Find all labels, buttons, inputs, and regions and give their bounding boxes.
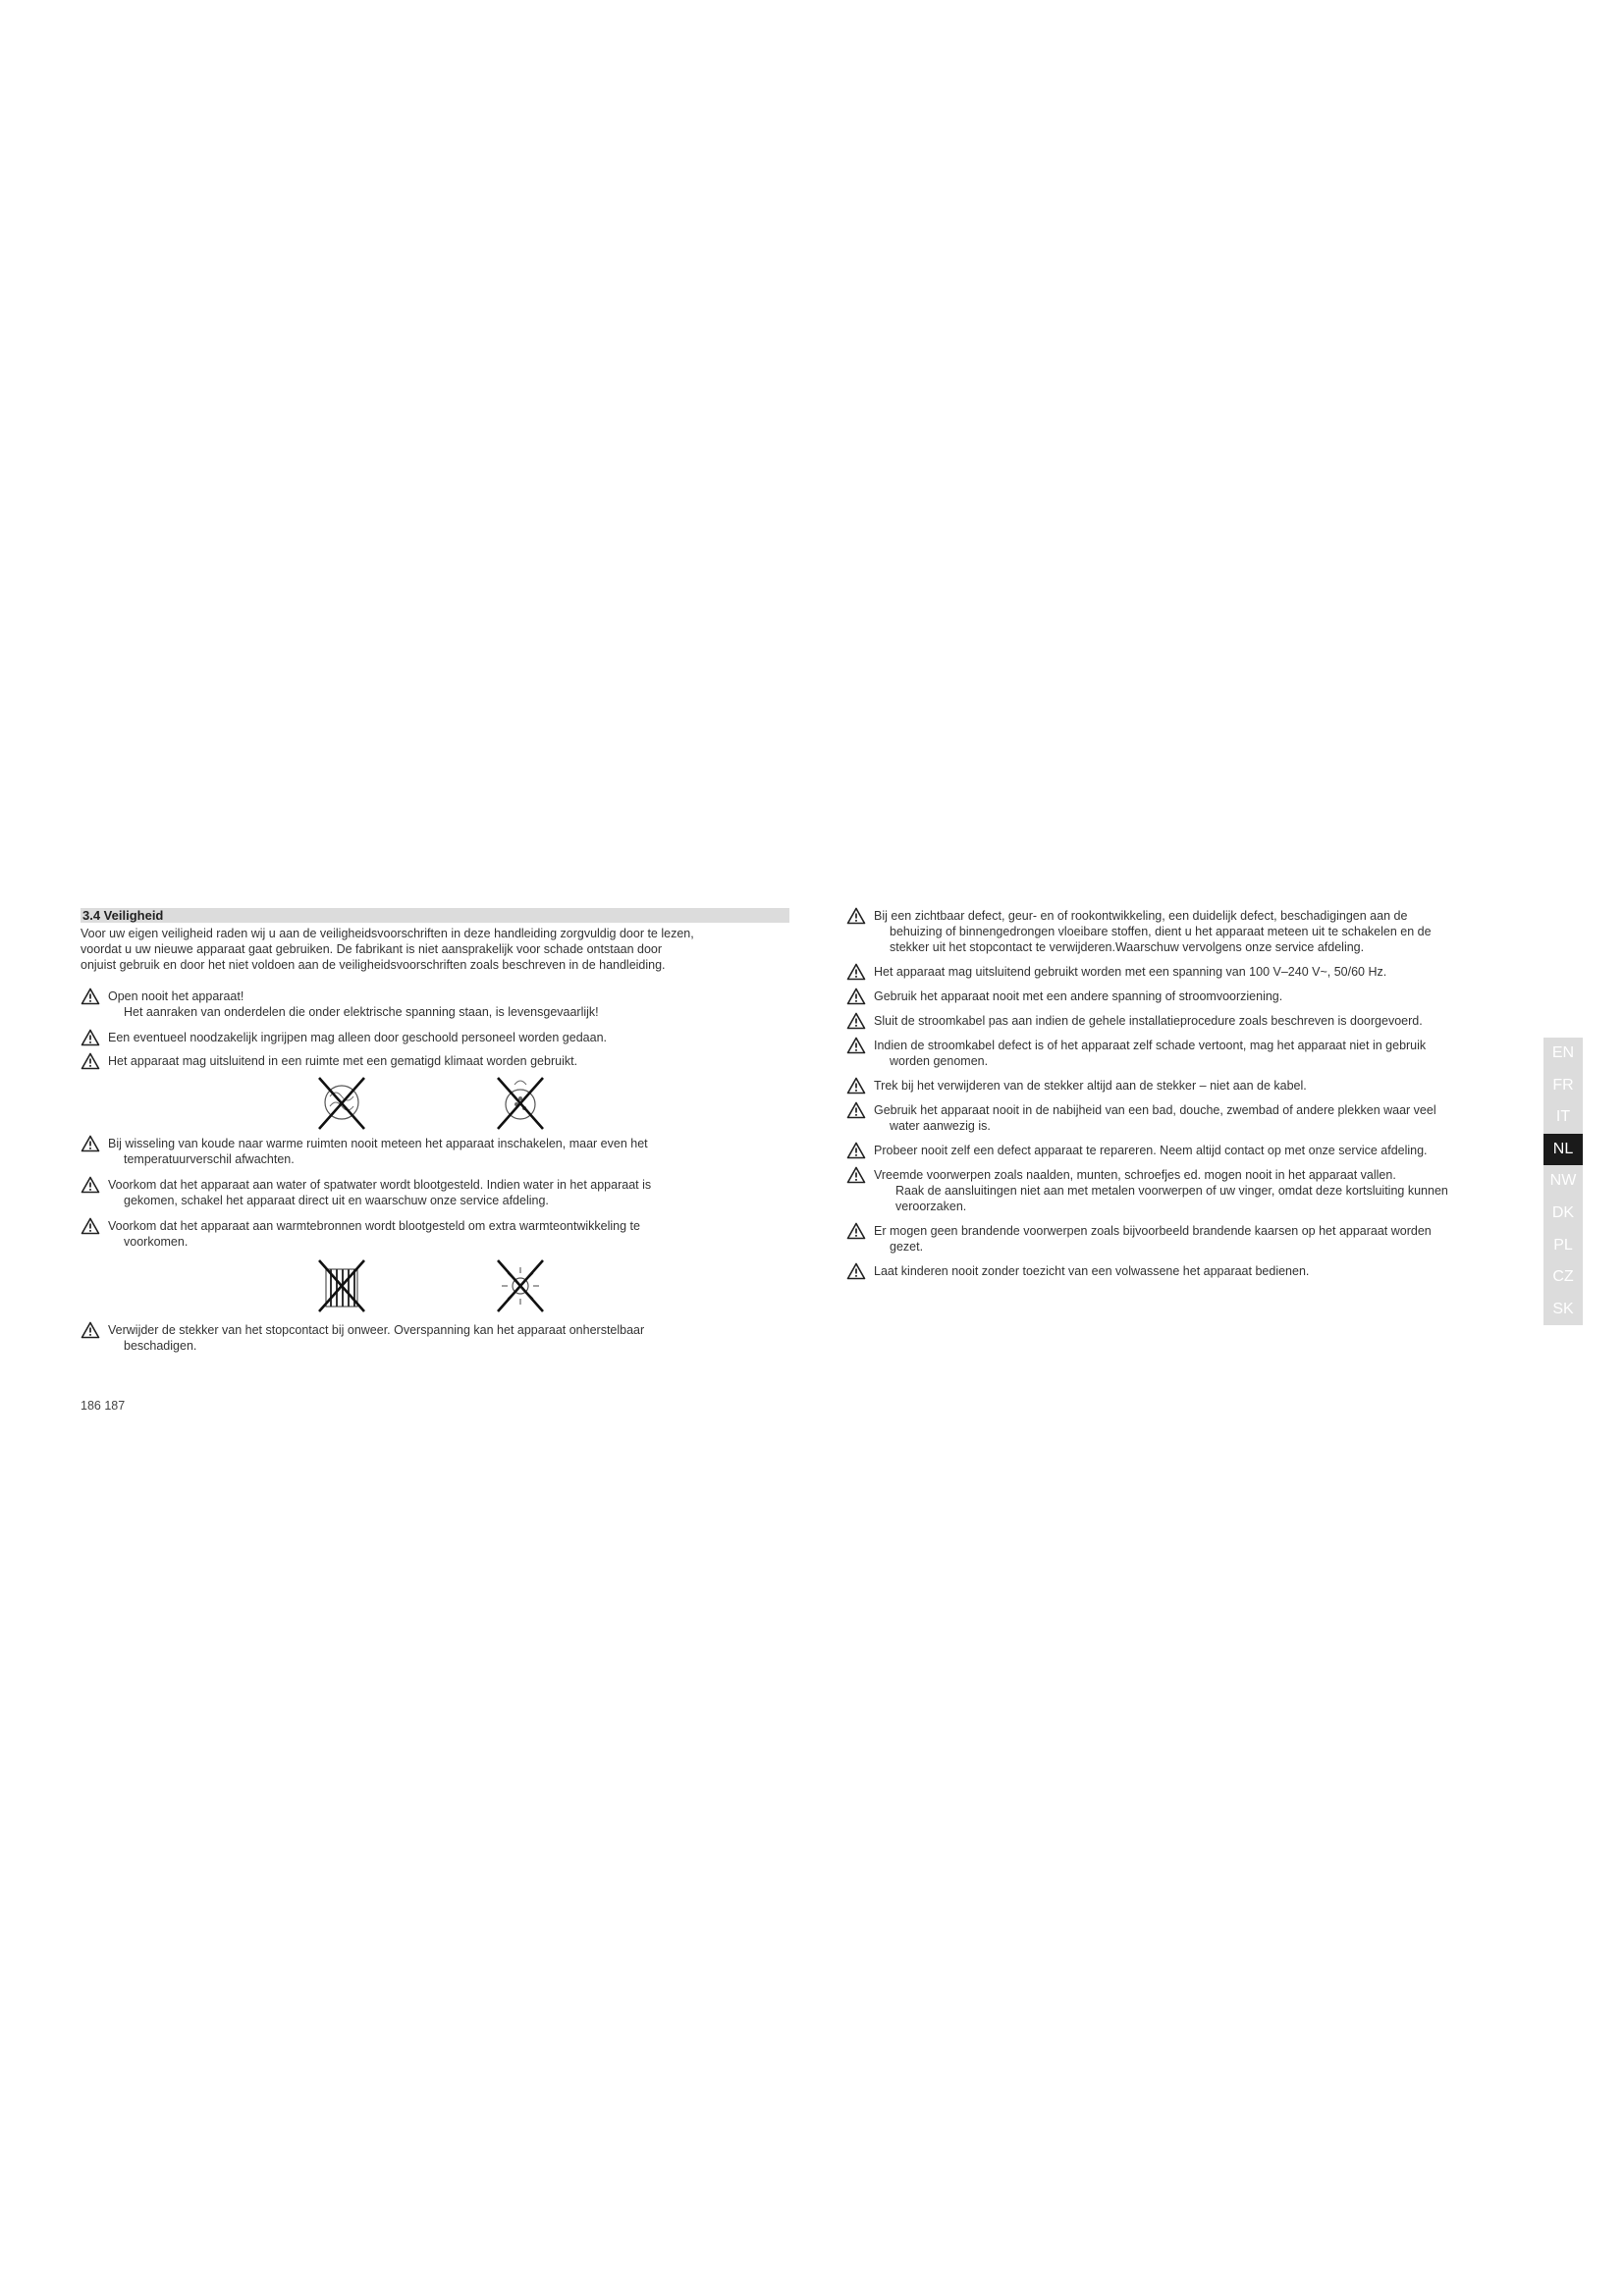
- left-column: [81, 908, 789, 1354]
- warning-item: [846, 908, 1534, 955]
- warning-text-continued: veroorzaken.: [895, 1200, 967, 1213]
- warning-list: [81, 1322, 789, 1354]
- warning-text: Laat kinderen nooit zonder toezicht van een volwassene het apparaat bedienen.: [874, 1264, 1310, 1278]
- warning-item: [846, 1223, 1534, 1255]
- warning-triangle-icon: [81, 1176, 100, 1194]
- warning-triangle-icon: [81, 1217, 100, 1235]
- warning-text: Trek bij het verwijderen van de stekker altijd aan de stekker – niet aan de kabel.: [874, 1079, 1307, 1093]
- warning-triangle-icon: [846, 907, 866, 925]
- warning-item: [846, 1078, 1534, 1094]
- warning-text: Vreemde voorwerpen zoals naalden, munten, schroefjes ed. mogen nooit in het apparaat vallen.: [874, 1168, 1396, 1182]
- warning-triangle-icon: [846, 1166, 866, 1184]
- language-tab-en[interactable]: EN: [1551, 1044, 1575, 1061]
- warning-text: Open nooit het apparaat!: [108, 989, 244, 1003]
- warning-text: Bij wisseling van koude naar warme ruimten nooit meteen het apparaat inschakelen, maar even het: [108, 1137, 648, 1150]
- language-tab-sk[interactable]: SK: [1552, 1300, 1574, 1317]
- warning-item: [81, 1322, 789, 1354]
- warning-text: Probeer nooit zelf een defect apparaat te repareren. Neem altijd contact op met onze service afdeling.: [874, 1144, 1428, 1157]
- pictogram-row-heat: [81, 1250, 789, 1322]
- warning-triangle-icon: [846, 1077, 866, 1095]
- warning-text: Het apparaat mag uitsluitend in een ruimte met een gematigd klimaat worden gebruikt.: [108, 1054, 578, 1068]
- no-heat-source-icon: [316, 1257, 367, 1314]
- warning-item: [846, 1102, 1534, 1134]
- warning-item: [81, 1136, 789, 1167]
- warning-triangle-icon: [846, 963, 866, 981]
- warning-triangle-icon: [846, 1101, 866, 1119]
- language-tab-dk[interactable]: DK: [1551, 1203, 1575, 1221]
- warning-item: [846, 1038, 1534, 1069]
- warning-text: Indien de stroomkabel defect is of het apparaat zelf schade vertoont, mag het apparaat niet in gebruik: [874, 1039, 1427, 1052]
- warning-item: [846, 1263, 1534, 1279]
- language-tabs: [1543, 1038, 1583, 1325]
- intro-line: voordat u uw nieuwe apparaat gaat gebruiken. De fabrikant is niet aansprakelijk voor schade ontstaan door: [81, 942, 663, 956]
- warning-text: Gebruik het apparaat nooit in de nabijheid van een bad, douche, zwembad of andere plekken waar veel: [874, 1103, 1436, 1117]
- language-tab-fr[interactable]: FR: [1552, 1076, 1574, 1094]
- warning-text-continued: gezet.: [890, 1240, 924, 1254]
- intro-line: Voor uw eigen veiligheid raden wij u aan de veiligheidsvoorschriften in deze handleiding zorgvuldig door te lezen,: [81, 927, 694, 940]
- language-tab-nl[interactable]: NL: [1543, 1134, 1583, 1166]
- language-tab-nw[interactable]: NW: [1549, 1172, 1577, 1190]
- no-humid-climate-icon: [495, 1075, 546, 1132]
- warning-text: Het apparaat mag uitsluitend gebruikt worden met een spanning van 100 V–240 V~, 50/60 Hz.: [874, 965, 1387, 979]
- warning-text: Verwijder de stekker van het stopcontact bij onweer. Overspanning kan het apparaat onherstelbaar: [108, 1323, 645, 1337]
- warning-text: Er mogen geen brandende voorwerpen zoals bijvoorbeeld brandende kaarsen op het apparaat worden: [874, 1224, 1432, 1238]
- warning-triangle-icon: [81, 1321, 100, 1339]
- warning-item: [846, 988, 1534, 1004]
- warning-triangle-icon: [846, 1262, 866, 1280]
- warning-item: [846, 1167, 1534, 1214]
- warning-triangle-icon: [81, 1052, 100, 1070]
- warning-text: Bij een zichtbaar defect, geur- en of rookontwikkeling, een duidelijk defect, beschadigingen aan de: [874, 909, 1408, 923]
- warning-text-continued: beschadigen.: [124, 1339, 197, 1353]
- warning-triangle-icon: [846, 1012, 866, 1030]
- right-column: [846, 908, 1534, 1279]
- warning-text-continued: stekker uit het stopcontact te verwijderen.Waarschuw vervolgens onze service afdeling.: [890, 940, 1365, 954]
- language-tab-it[interactable]: IT: [1555, 1108, 1571, 1126]
- warning-text: Gebruik het apparaat nooit met een andere spanning of stroomvoorziening.: [874, 989, 1283, 1003]
- no-cold-climate-icon: [316, 1075, 367, 1132]
- warning-triangle-icon: [846, 988, 866, 1005]
- warning-item: [81, 988, 789, 1020]
- warning-item: [846, 964, 1534, 980]
- warning-item: [81, 1030, 789, 1045]
- warning-triangle-icon: [81, 1135, 100, 1152]
- language-tab-pl[interactable]: PL: [1553, 1236, 1573, 1254]
- warning-list: [81, 1136, 789, 1250]
- warning-item: [81, 1177, 789, 1208]
- warning-text: Voorkom dat het apparaat aan water of spatwater wordt blootgesteld. Indien water in het apparaat is: [108, 1178, 652, 1192]
- warning-text-continued: water aanwezig is.: [890, 1119, 991, 1133]
- warning-list: [846, 908, 1534, 1279]
- warning-list: [81, 988, 789, 1069]
- page-numbers: 186 187: [81, 1399, 126, 1413]
- warning-text-continued: worden genomen.: [890, 1054, 989, 1068]
- warning-item: [846, 1143, 1534, 1158]
- warning-text: Een eventueel noodzakelijk ingrijpen mag alleen door geschoold personeel worden gedaan.: [108, 1031, 607, 1044]
- no-sunlight-icon: [495, 1257, 546, 1314]
- section-intro: [81, 926, 789, 973]
- warning-item: [81, 1053, 789, 1069]
- warning-item: [81, 1218, 789, 1250]
- intro-line: onjuist gebruik en door het niet voldoen aan de veiligheidsvoorschriften zoals beschreven in de handleiding.: [81, 958, 666, 972]
- warning-triangle-icon: [846, 1222, 866, 1240]
- warning-item: [846, 1013, 1534, 1029]
- warning-text: Voorkom dat het apparaat aan warmtebronnen wordt blootgesteld om extra warmteontwikkeling te: [108, 1219, 640, 1233]
- warning-triangle-icon: [81, 988, 100, 1005]
- warning-text-continued: Raak de aansluitingen niet aan met metalen voorwerpen of uw vinger, omdat deze kortsluiting kunnen: [895, 1184, 1448, 1198]
- warning-text-continued: voorkomen.: [124, 1235, 189, 1249]
- warning-text-continued: gekomen, schakel het apparaat direct uit en waarschuw onze service afdeling.: [124, 1194, 549, 1207]
- warning-text-continued: Het aanraken van onderdelen die onder elektrische spanning staan, is levensgevaarlijk!: [124, 1005, 599, 1019]
- warning-text: Sluit de stroomkabel pas aan indien de gehele installatieprocedure zoals beschreven is doorgevoerd.: [874, 1014, 1423, 1028]
- warning-text-continued: behuizing of binnengedrongen vloeibare stoffen, dient u het apparaat meteen uit te schakelen en de: [890, 925, 1432, 938]
- warning-text-continued: temperatuurverschil afwachten.: [124, 1152, 295, 1166]
- language-tab-cz[interactable]: CZ: [1552, 1268, 1574, 1286]
- warning-triangle-icon: [81, 1029, 100, 1046]
- pictogram-row-climate: [81, 1069, 789, 1136]
- warning-triangle-icon: [846, 1037, 866, 1054]
- warning-triangle-icon: [846, 1142, 866, 1159]
- section-title: 3.4 Veiligheid: [81, 908, 789, 923]
